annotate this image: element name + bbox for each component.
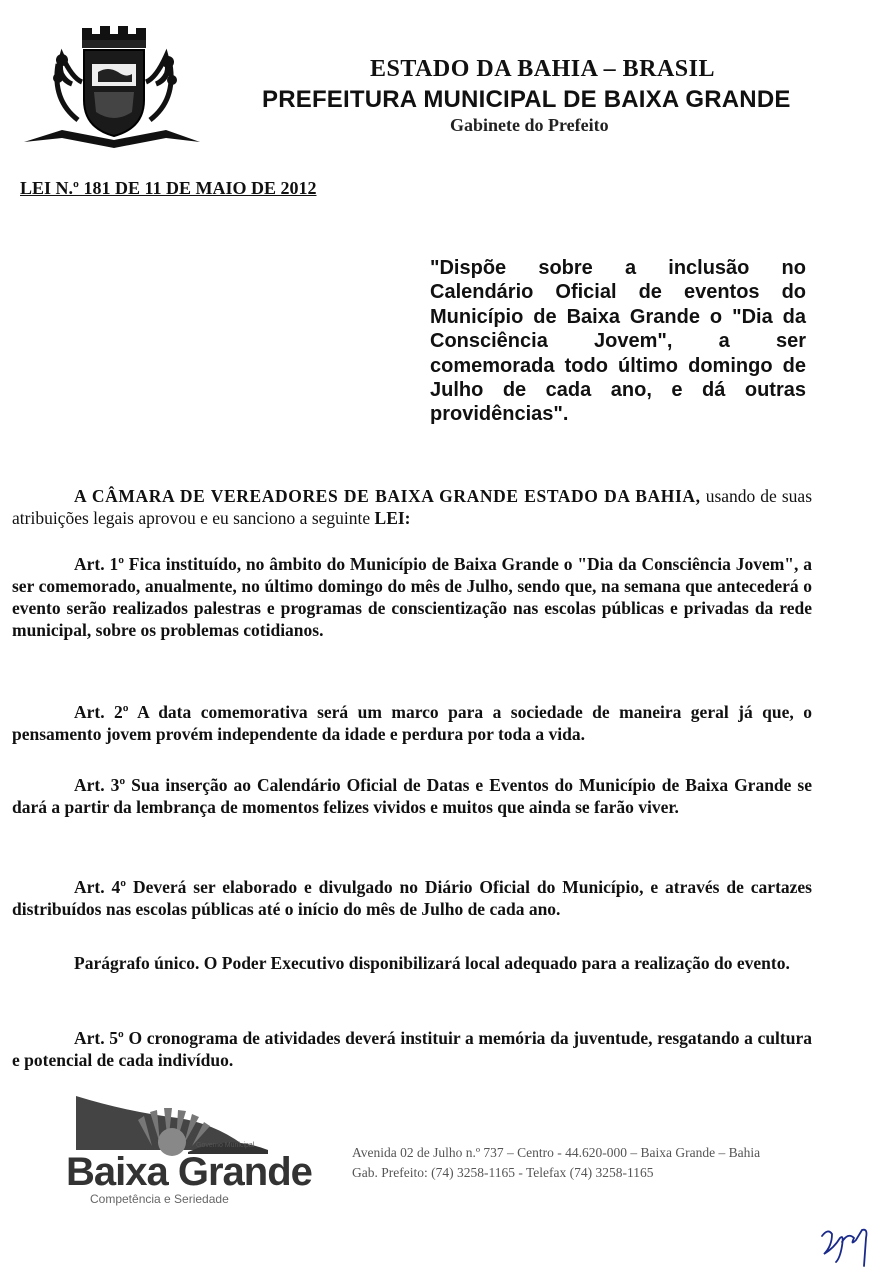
enacting-clause-text: usando de suas atribuições legais aprovou e eu sanciono a seguinte <box>12 486 813 528</box>
state-heading: ESTADO DA BAHIA – BRASIL <box>370 56 715 82</box>
enacting-clause-lei: LEI: <box>374 508 411 528</box>
law-ementa: "Dispõe sobre a inclusão no Calendário Oficial de eventos do Município de Baixa Grande o "Dia da Consciência Jovem", a ser comemorada todo último domingo de Julho de cada ano, e dá outras providências". <box>430 257 806 426</box>
footer-address: Avenida 02 de Julho n.º 737 – Centro - 44.620-000 – Baixa Grande – Bahia <box>352 1145 761 1160</box>
article-4: Art. 4º Deverá ser elaborado e divulgado no Diário Oficial do Município, e através de cartazes distribuídos nas escolas públicas até o início do mês de Julho de cada ano. <box>12 877 812 919</box>
footer-phone: Gab. Prefeito: (74) 3258-1165 - Telefax (74) 3258-1165 <box>352 1165 654 1180</box>
enacting-clause-caps: A CÂMARA DE VEREADORES DE BAIXA GRANDE ESTADO DA BAHIA, <box>74 486 701 506</box>
signature-icon <box>818 1218 878 1268</box>
law-title: LEI N.º 181 DE 11 DE MAIO DE 2012 <box>20 178 317 198</box>
footer-tagline: Competência e Seriedade <box>90 1192 229 1206</box>
footer-brand: Baixa Grande <box>66 1150 312 1194</box>
sole-paragraph: Parágrafo único. O Poder Executivo disponibilizará local adequado para a realização do evento. <box>74 953 790 973</box>
article-5: Art. 5º O cronograma de atividades deverá instituir a memória da juventude, resgatando a cultura e potencial de cada indivíduo. <box>12 1028 812 1070</box>
gabinete-subheading: Gabinete do Prefeito <box>450 115 609 135</box>
article-3: Art. 3º Sua inserção ao Calendário Oficial de Datas e Eventos do Município de Baixa Grande se dará a partir da lembrança de momentos felizes vividos e muitos que ainda se farão viver. <box>12 775 812 817</box>
article-2: Art. 2º A data comemorativa será um marco para a sociedade de maneira geral já que, o pensamento jovem provém independente da idade e perdura por toda a vida. <box>12 702 812 744</box>
footer-gov-label: Governo Municipal <box>196 1142 255 1149</box>
enacting-clause <box>12 485 812 529</box>
article-1: Art. 1º Fica instituído, no âmbito do Município de Baixa Grande o "Dia da Consciência Jovem", a ser comemorado, anualmente, no último domingo do mês de Julho, sendo que, na semana que antecederá o evento serão realizados palestras e programas de conscientização nas escolas públicas e privadas da rede municipal, sobre os problemas cotidianos. <box>12 554 812 640</box>
coat-of-arms-icon <box>22 20 202 150</box>
prefeitura-heading: PREFEITURA MUNICIPAL DE BAIXA GRANDE <box>262 86 791 113</box>
